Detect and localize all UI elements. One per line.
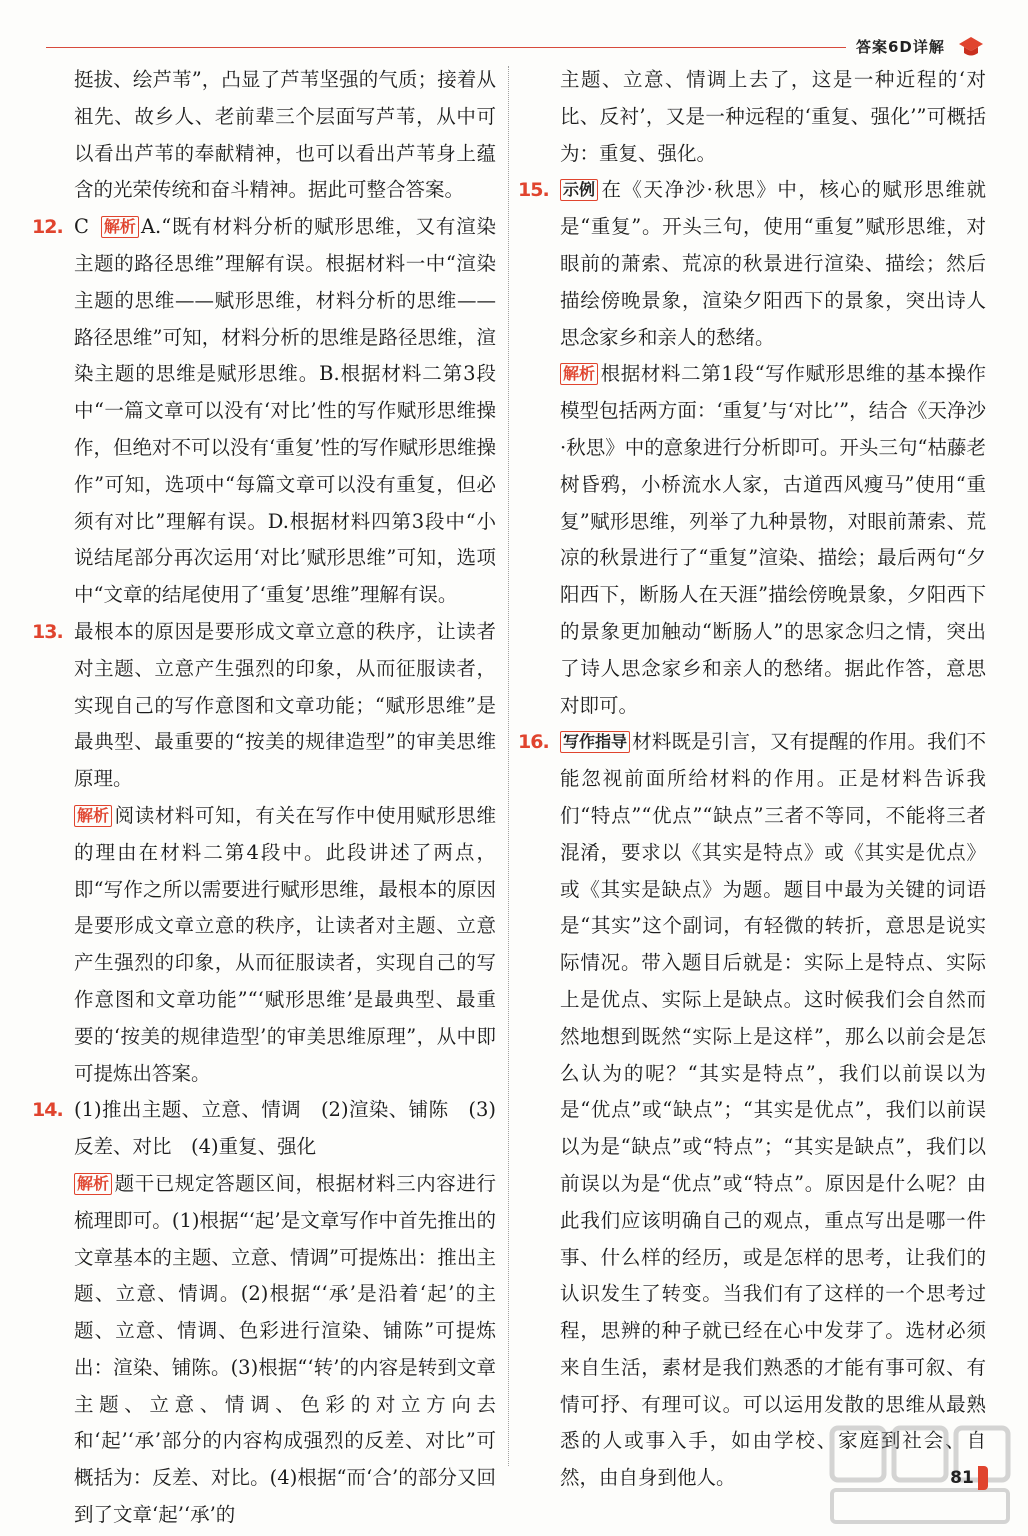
watermark-logo (828, 1424, 1018, 1528)
question-13-answer: 最根本的原因是要形成文章立意的秩序，让读者对主题、立意产生强烈的印象，从而征服读者，实现自己的写作意图和文章功能；“赋形思维”是最典型、最重要的“按美的规律造型”的审美思维原理。 (74, 619, 496, 791)
right-column (518, 62, 986, 1497)
column-divider (508, 66, 509, 1466)
question-15 (518, 172, 986, 356)
left-column (32, 62, 496, 1534)
example-tag: 示例 (560, 179, 598, 201)
question-14 (32, 1092, 496, 1166)
question-12 (32, 209, 496, 614)
left-paragraph-top: 挺拔、绘芦苇”，凸显了芦苇坚强的气质；接着从祖先、故乡人、老前辈三个层面写芦苇，从中可以看出芦苇的奉献精神，也可以看出芦苇身上蕴含的光荣传统和奋斗精神。据此可整合答案。 (74, 68, 496, 202)
question-15-answer: 在《天净沙·秋思》中，核心的赋形思维就是“重复”。开头三句，使用“重复”赋形思维，对眼前的萧索、荒凉的秋景进行渲染、描绘；然后描绘傍晚景象，渲染夕阳西下的景象，突出诗人思念家乡和亲人的愁绪。 (560, 178, 986, 349)
analysis-tag: 解析 (74, 1173, 112, 1195)
page-tab-marker (978, 1466, 988, 1490)
header-label: 答案6D详解 (856, 38, 945, 56)
question-16-number: 16. (518, 731, 549, 754)
writing-guide-tag: 写作指导 (560, 731, 630, 753)
mortarboard-icon (958, 34, 984, 60)
question-16 (518, 724, 986, 1497)
question-14-analysis-block (40, 1166, 496, 1534)
analysis-tag: 解析 (560, 363, 598, 385)
question-13 (32, 614, 496, 798)
question-13-analysis-block (40, 798, 496, 1092)
right-paragraph-top: 主题、立意、情调上去了，这是一种近程的‘对比、反衬’，又是一种远程的‘重复、强化’”可概括为：重复、强化。 (560, 68, 986, 165)
question-15-analysis-block (526, 356, 986, 724)
analysis-tag: 解析 (101, 216, 139, 238)
header-rule (46, 47, 846, 48)
analysis-tag: 解析 (74, 805, 112, 827)
question-12-number: 12. (32, 216, 63, 239)
page-number: 81 (950, 1468, 974, 1488)
question-12-answer: C (74, 215, 89, 239)
question-13-analysis: 阅读材料可知，有关在写作中使用赋形思维的理由在材料二第4段中。此段讲述了两点，即“写作之所以需要进行赋形思维，最根本的原因是要形成文章立意的秩序，让读者对主题、立意产生强烈的印象，从而征服读者，实现自己的写作意图和文章功能”“‘赋形思维’是最典型、最重要的‘按美的规律造型’的审美思维原理”，从中即可提炼出答案。 (74, 803, 496, 1085)
question-13-number: 13. (32, 620, 63, 643)
question-14-number: 14. (32, 1099, 63, 1122)
question-14-analysis: 题干已规定答题区间，根据材料三内容进行梳理即可。(1)根据“‘起’是文章写作中首先推出的文章基本的主题、立意、情调”可提炼出：推出主题、立意、情调。(2)根据“‘承’是沿着‘起’的主题、立意、情调、色彩进行渲染、铺陈”可提炼出：渲染、铺陈。(3)根据“‘转’的内容是转到文章主题、立意、情调、色彩的对立方向去和‘起’‘承’部分的内容构成强烈的反差、对比”可概括为：反差、对比。(4)根据“而‘合’的部分又回到了文章‘起’‘承’的 (74, 1171, 496, 1527)
question-12-analysis: A.“既有材料分析的赋形思维，又有渲染主题的路径思维”理解有误。根据材料一中“渲染主题的思维——赋形思维，材料分析的思维——路径思维”可知，材料分析的思维是路径思维，渲染主题的思维是赋形思维。B.根据材料二第3段中“一篇文章可以没有‘对比’性的写作赋形思维操作，但绝对不可以没有‘重复’性的写作赋形思维操作”可知，选项中“每篇文章可以没有重复，但必须有对比”理解有误。D.根据材料四第3段中“小说结尾部分再次运用‘对比’赋形思维”可知，选项中“文章的结尾使用了‘重复’思维”理解有误。 (74, 215, 496, 607)
question-15-number: 15. (518, 179, 549, 202)
question-15-analysis: 根据材料二第1段“写作赋形思维的基本操作模型包括两方面：‘重复’与‘对比’”，结合《天净沙·秋思》中的意象进行分析即可。开头三句“枯藤老树昏鸦，小桥流水人家，古道西风瘦马”使用“重复”赋形思维，列举了九种景物，对眼前萧索、荒凉的秋景进行了“重复”渲染、描绘；最后两句“夕阳西下，断肠人在天涯”描绘傍晚景象，夕阳西下的景象更加触动“断肠人”的思家念归之情，突出了诗人思念家乡和亲人的愁绪。据此作答，意思对即可。 (560, 362, 986, 717)
question-14-answer: (1)推出主题、立意、情调 (2)渲染、铺陈 (3)反差、对比 (4)重复、强化 (74, 1098, 496, 1159)
question-16-text: 材料既是引言，又有提醒的作用。我们不能忽视前面所给材料的作用。正是材料告诉我们“特点”“优点”“缺点”三者不等同，不能将三者混淆，要求以《其实是特点》或《其实是优点》或《其实是缺点》为题。题目中最为关键的词语是“其实”这个副词，有轻微的转折，意思是说实际情况。带入题目后就是：实际上是特点、实际上是优点、实际上是缺点。这时候我们会自然而然地想到既然“实际上是这样”，那么以前会是怎么认为的呢？“其实是特点”，我们以前误以为是“优点”或“缺点”；“其实是优点”，我们以前误以为是“缺点”或“特点”；“其实是缺点”，我们以前误以为是“优点”或“特点”。原因是什么呢？由此我们应该明确自己的观点，重点写出是哪一件事、什么样的经历，或是怎样的思考，让我们的认识发生了转变。当我们有了这样的一个思考过程，思辨的种子就已经在心中发芽了。选材必须来自生活，素材是我们熟悉的才能有事可叙、有情可抒、有理可议。可以运用发散的思维从最熟悉的人或事入手，如由学校、家庭到社会、自然，由自身到他人。 (560, 730, 986, 1490)
